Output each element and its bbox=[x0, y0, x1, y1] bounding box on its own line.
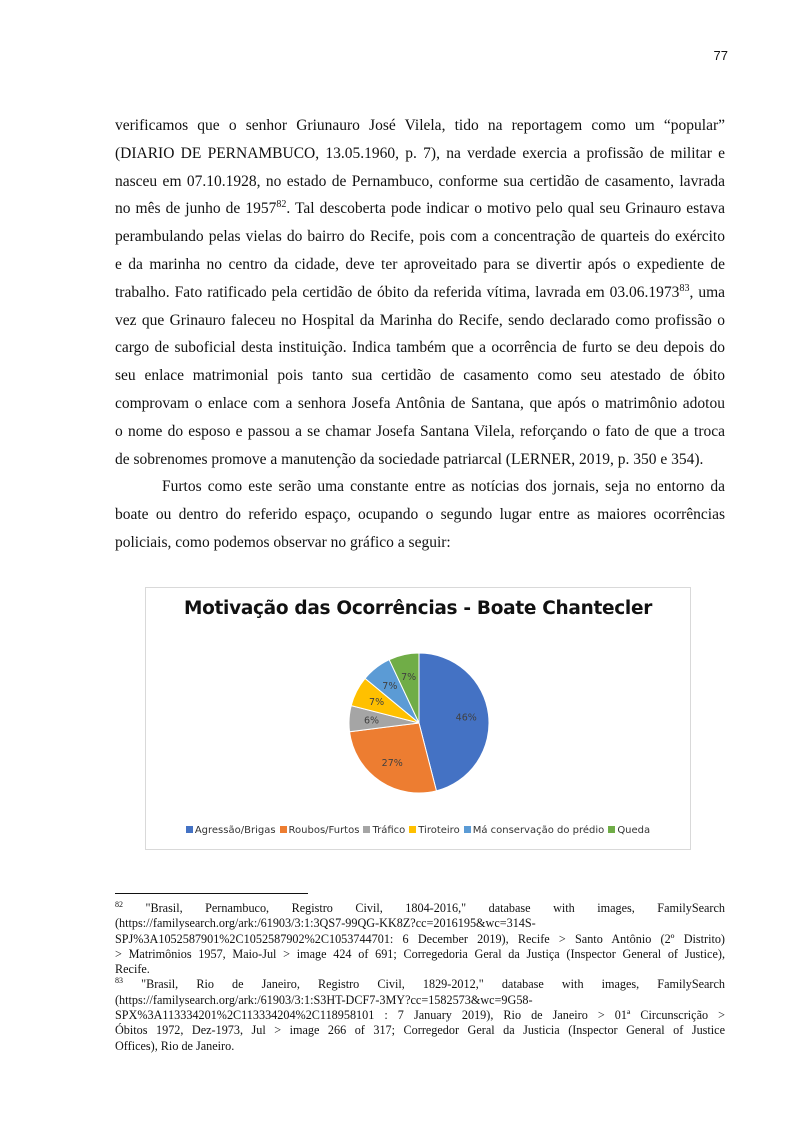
footnote-text: SPX%3A113334201%2C113334204%2C118958101 : 7 January 2019), Rio de Janeiro > 01ª Circunscrição > bbox=[115, 1008, 725, 1023]
footnote-text: "Brasil, Pernambuco, Registro Civil, 1804-2016," database with images, FamilySearch bbox=[123, 901, 725, 915]
body-line-text: vez que Grinauro faleceu no Hospital da Marinha do Recife, sendo declarado como profissão o bbox=[115, 311, 725, 329]
legend-swatch bbox=[280, 826, 287, 833]
footnote-text: Recife. bbox=[115, 962, 150, 977]
pie-chart bbox=[145, 587, 691, 850]
body-line bbox=[115, 307, 725, 335]
footnote-line bbox=[115, 993, 725, 1008]
footnote-text: (https://familysearch.org/ark:/61903/3:1:3QS7-99QG-KK8Z?cc=2016195&wc=314S- bbox=[115, 916, 536, 931]
footnote-line bbox=[115, 932, 725, 947]
footnote-line bbox=[115, 901, 725, 916]
legend-label: Tráfico bbox=[372, 825, 406, 836]
legend-label: Tiroteiro bbox=[418, 825, 460, 836]
body-line-text: e da marinha no centro da cidade, deve ter aproveitado para se divertir após o expediente de bbox=[115, 255, 725, 273]
footnote-text: Offices), Rio de Janeiro. bbox=[115, 1038, 235, 1053]
body-line-text: no mês de junho de 1957 bbox=[115, 200, 277, 218]
body-line bbox=[115, 529, 725, 557]
footnote-divider bbox=[115, 893, 308, 894]
body-line-text: verificamos que o senhor Griunauro José Vilela, tido na reportagem como um “popular” bbox=[115, 117, 725, 134]
legend-label: Má conservação do prédio bbox=[472, 825, 605, 836]
body-line-text: o nome do esposo e passou a se chamar Josefa Santana Vilela, reforçando o fato de que a troca bbox=[115, 422, 725, 440]
footnote-text: > Matrimônios 1957, Maio-Jul > image 424 of 691; Corregedoria Geral da Justiça (Inspector General of Justice), bbox=[115, 946, 725, 961]
body-line-text: policiais, como podemos observar no gráfico a seguir: bbox=[115, 533, 451, 551]
footnote-text: (https://familysearch.org/ark:/61903/3:1:S3HT-DCF7-3MY?cc=1582573&wc=9G58- bbox=[115, 992, 533, 1007]
body-line bbox=[115, 251, 725, 279]
legend-swatch bbox=[464, 826, 471, 833]
body-line bbox=[115, 390, 725, 418]
footnote-number: 83 bbox=[115, 976, 123, 986]
data-label: 7% bbox=[382, 680, 398, 692]
body-line-text: (DIARIO DE PERNAMBUCO, 13.05.1960, p. 7), na verdade exercia a profissão de militar e bbox=[115, 144, 725, 162]
body-line-text: , uma bbox=[689, 283, 726, 301]
footnote-text: SPJ%3A1052587901%2C1052587902%2C1053744701: 6 December 2019), Recife > Santo Antônio (2º Distrito) bbox=[115, 931, 725, 946]
legend-item bbox=[363, 825, 405, 836]
body-text bbox=[115, 112, 725, 557]
body-line bbox=[115, 112, 725, 140]
footnote-line bbox=[115, 1039, 725, 1054]
footnote-number: 82 bbox=[115, 899, 123, 909]
body-line bbox=[115, 362, 725, 390]
body-line bbox=[115, 279, 725, 307]
footnote-text: "Brasil, Rio de Janeiro, Registro Civil, 1829-2012," database with images, FamilySearch bbox=[123, 977, 725, 992]
page-number: 77 bbox=[713, 48, 728, 63]
footnote-line bbox=[115, 962, 725, 977]
body-line-text: comprovam o enlace com a senhora Josefa Antônia de Santana, que após o matrimônio adotou bbox=[115, 394, 725, 412]
footnote-line bbox=[115, 1023, 725, 1038]
footnote-text: Óbitos 1972, Dez-1973, Jul > image 266 of 317; Corregedor Geral da Justicia (Inspector General of Justice bbox=[115, 1023, 725, 1038]
body-line bbox=[115, 195, 725, 223]
legend-item bbox=[186, 825, 276, 836]
legend-item bbox=[608, 825, 650, 836]
data-label: 7% bbox=[369, 696, 385, 708]
data-label: 27% bbox=[381, 757, 403, 769]
chart-title: Motivação das Ocorrências - Boate Chantecler bbox=[183, 598, 653, 619]
body-line-text: . Tal descoberta pode indicar o motivo pelo qual seu Grinauro estava bbox=[286, 200, 725, 218]
legend-label: Agressão/Brigas bbox=[194, 825, 276, 836]
body-line-text: Furtos como este serão uma constante entre as notícias dos jornais, seja no entorno da bbox=[162, 478, 725, 496]
body-line bbox=[115, 418, 725, 446]
body-line-text: boate ou dentro do referido espaço, ocupando o segundo lugar entre as maiores ocorrências bbox=[115, 506, 725, 524]
legend-label: Roubos/Furtos bbox=[288, 825, 360, 836]
pie-plot bbox=[146, 588, 692, 851]
body-line bbox=[115, 140, 725, 168]
footnote-line bbox=[115, 977, 725, 992]
body-line bbox=[115, 168, 725, 196]
body-line-text: trabalho. Fato ratificado pela certidão de óbito da referida vítima, lavrada em 03.06.1973 bbox=[115, 283, 680, 301]
body-line bbox=[115, 473, 725, 501]
body-line-text: nasceu em 07.10.1928, no estado de Pernambuco, conforme sua certidão de casamento, lavrada bbox=[115, 172, 725, 190]
legend-swatch bbox=[363, 826, 370, 833]
legend-swatch bbox=[409, 826, 416, 833]
footnote-line bbox=[115, 916, 725, 931]
data-label: 6% bbox=[363, 715, 380, 727]
body-line bbox=[115, 334, 725, 362]
body-line bbox=[115, 446, 725, 474]
legend-swatch bbox=[608, 826, 615, 833]
footnote-line bbox=[115, 1008, 725, 1023]
body-line bbox=[115, 223, 725, 251]
body-line-text: perambulando pelas vielas do bairro do Recife, pois com a concentração de quarteis do exército bbox=[115, 228, 725, 246]
body-line-text: de sobrenomes promove a manutenção da sociedade patriarcal (LERNER, 2019, p. 350 e 354). bbox=[115, 450, 704, 468]
data-label: 46% bbox=[455, 712, 477, 724]
legend-item bbox=[409, 825, 459, 836]
body-line-text: cargo de suboficial desta instituição. Indica também que a ocorrência de furto se deu depois do bbox=[115, 339, 725, 357]
chart-legend bbox=[146, 825, 690, 836]
legend-swatch bbox=[186, 826, 193, 833]
legend-label: Queda bbox=[617, 825, 651, 836]
footnote-ref: 83 bbox=[679, 282, 690, 294]
footnote-ref: 82 bbox=[276, 199, 287, 211]
body-line bbox=[115, 501, 725, 529]
data-label: 7% bbox=[401, 672, 417, 684]
legend-item bbox=[280, 825, 360, 836]
body-line-text: seu enlace matrimonial pois tanto sua certidão de casamento como seu atestado de óbito bbox=[115, 367, 725, 385]
footnotes bbox=[115, 901, 725, 1054]
footnote-line bbox=[115, 947, 725, 962]
legend-item bbox=[464, 825, 605, 836]
